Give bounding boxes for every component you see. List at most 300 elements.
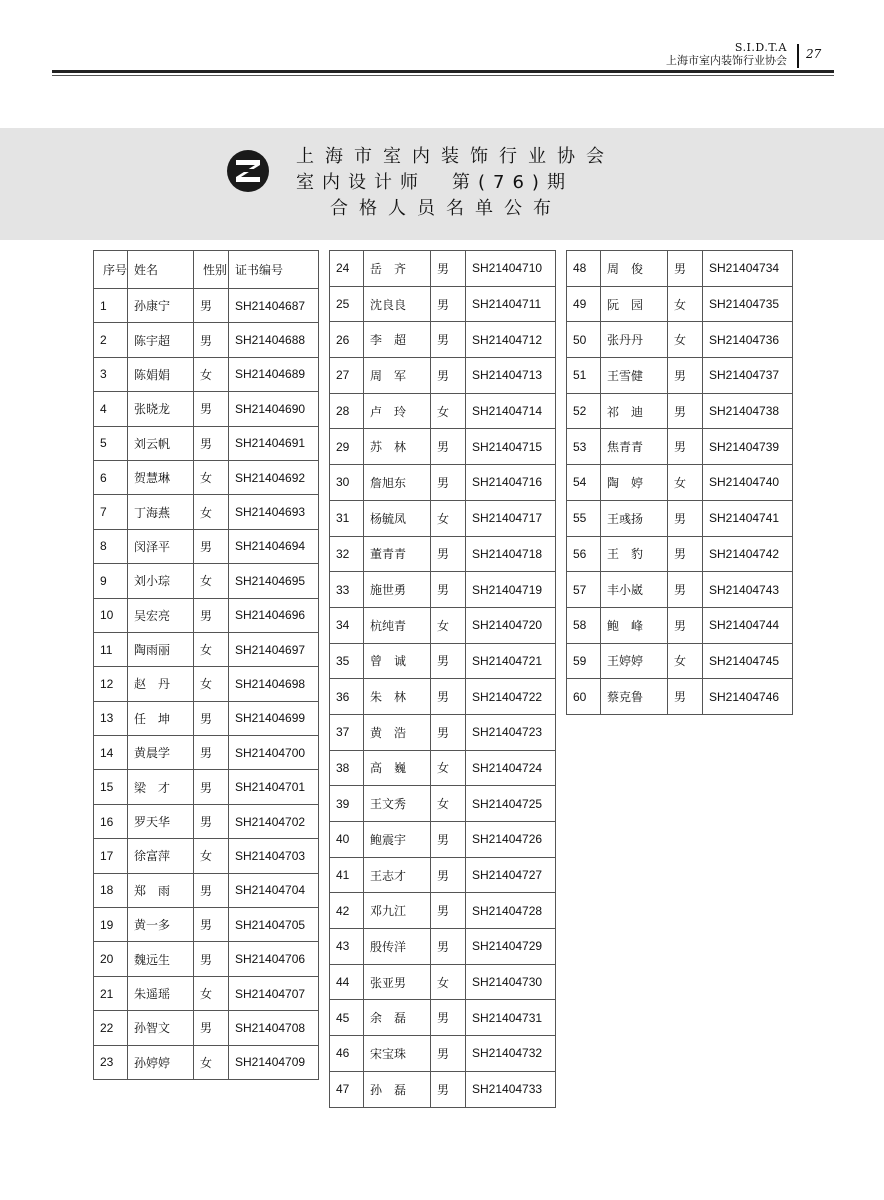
table-row xyxy=(567,358,793,394)
cell-gender: 男 xyxy=(431,679,466,715)
cell-no: 54 xyxy=(567,465,601,501)
cell-name: 吴宏亮 xyxy=(128,598,194,632)
cell-code: SH21404738 xyxy=(703,393,793,429)
cell-code: SH21404692 xyxy=(229,460,319,494)
title-banner xyxy=(0,128,884,240)
cell-name: 朱 林 xyxy=(364,679,431,715)
cell-name: 宋宝珠 xyxy=(364,1036,431,1072)
table-row xyxy=(567,679,793,715)
cell-gender: 男 xyxy=(431,643,466,679)
cell-code: SH21404712 xyxy=(466,322,556,358)
roster-table-3 xyxy=(566,250,793,715)
table-row xyxy=(330,572,556,608)
cell-name: 邓九江 xyxy=(364,893,431,929)
cell-name: 周 军 xyxy=(364,358,431,394)
cell-gender: 男 xyxy=(194,529,229,563)
cell-code: SH21404707 xyxy=(229,976,319,1010)
cell-name: 梁 才 xyxy=(128,770,194,804)
table-row xyxy=(330,964,556,1000)
cell-gender: 男 xyxy=(431,465,466,501)
cell-code: SH21404714 xyxy=(466,393,556,429)
cell-no: 17 xyxy=(94,839,128,873)
cell-code: SH21404744 xyxy=(703,607,793,643)
table-row xyxy=(94,289,319,323)
cell-gender: 男 xyxy=(668,500,703,536)
cell-gender: 女 xyxy=(194,564,229,598)
cell-name: 王彧扬 xyxy=(601,500,668,536)
cell-gender: 女 xyxy=(194,460,229,494)
cell-name: 王志才 xyxy=(364,857,431,893)
cell-code: SH21404697 xyxy=(229,632,319,666)
table-row xyxy=(330,322,556,358)
cell-no: 44 xyxy=(330,964,364,1000)
table-row xyxy=(330,465,556,501)
cell-code: SH21404746 xyxy=(703,679,793,715)
table-row xyxy=(567,643,793,679)
cell-gender: 男 xyxy=(194,392,229,426)
cell-code: SH21404726 xyxy=(466,822,556,858)
header-no: 序号 xyxy=(94,251,128,289)
cell-code: SH21404732 xyxy=(466,1036,556,1072)
cell-no: 19 xyxy=(94,908,128,942)
cell-no: 14 xyxy=(94,736,128,770)
cell-gender: 男 xyxy=(668,429,703,465)
cell-name: 殷传洋 xyxy=(364,929,431,965)
cell-no: 30 xyxy=(330,465,364,501)
header-code: 证书编号 xyxy=(229,251,319,289)
cell-name: 王文秀 xyxy=(364,786,431,822)
cell-no: 1 xyxy=(94,289,128,323)
cell-name: 陶雨丽 xyxy=(128,632,194,666)
table-row xyxy=(330,750,556,786)
table-row xyxy=(94,804,319,838)
cell-code: SH21404728 xyxy=(466,893,556,929)
cell-gender: 男 xyxy=(431,1000,466,1036)
cell-no: 27 xyxy=(330,358,364,394)
table-row xyxy=(567,465,793,501)
table-row xyxy=(94,323,319,357)
cell-gender: 女 xyxy=(431,750,466,786)
cell-name: 孙 磊 xyxy=(364,1071,431,1107)
cell-no: 41 xyxy=(330,857,364,893)
cell-gender: 男 xyxy=(431,322,466,358)
table-row xyxy=(94,701,319,735)
cell-no: 36 xyxy=(330,679,364,715)
cell-name: 余 磊 xyxy=(364,1000,431,1036)
cell-no: 38 xyxy=(330,750,364,786)
table-row xyxy=(567,393,793,429)
cell-gender: 女 xyxy=(194,357,229,391)
cell-gender: 女 xyxy=(668,286,703,322)
cell-gender: 男 xyxy=(194,701,229,735)
cell-no: 10 xyxy=(94,598,128,632)
cell-name: 刘小琮 xyxy=(128,564,194,598)
cell-code: SH21404736 xyxy=(703,322,793,358)
cell-code: SH21404722 xyxy=(466,679,556,715)
cell-no: 33 xyxy=(330,572,364,608)
cell-gender: 男 xyxy=(431,536,466,572)
cell-name: 施世勇 xyxy=(364,572,431,608)
cell-code: SH21404694 xyxy=(229,529,319,563)
table-row xyxy=(94,357,319,391)
cell-gender: 男 xyxy=(431,286,466,322)
cell-name: 闵泽平 xyxy=(128,529,194,563)
cell-code: SH21404704 xyxy=(229,873,319,907)
cell-name: 孙智文 xyxy=(128,1011,194,1045)
cell-gender: 男 xyxy=(431,358,466,394)
table-row xyxy=(567,251,793,287)
cell-name: 陶 婷 xyxy=(601,465,668,501)
table-row xyxy=(94,908,319,942)
cell-no: 34 xyxy=(330,607,364,643)
roster-table-2 xyxy=(329,250,556,1108)
cell-code: SH21404699 xyxy=(229,701,319,735)
cell-code: SH21404742 xyxy=(703,536,793,572)
cell-no: 4 xyxy=(94,392,128,426)
banner-title xyxy=(296,144,626,222)
cell-no: 15 xyxy=(94,770,128,804)
cell-code: SH21404693 xyxy=(229,495,319,529)
table-row xyxy=(94,839,319,873)
cell-gender: 男 xyxy=(668,679,703,715)
table-row xyxy=(330,500,556,536)
cell-code: SH21404711 xyxy=(466,286,556,322)
header-gender: 性别 xyxy=(194,251,229,289)
cell-gender: 男 xyxy=(431,893,466,929)
table-row xyxy=(330,786,556,822)
title-line-3: 合格人员名单公布 xyxy=(330,198,562,219)
cell-gender: 男 xyxy=(431,714,466,750)
table-row xyxy=(567,322,793,358)
table-row xyxy=(567,572,793,608)
table-row xyxy=(94,392,319,426)
table-row xyxy=(330,714,556,750)
brand-english: S.I.D.T.A xyxy=(734,41,787,54)
cell-name: 陈宇超 xyxy=(128,323,194,357)
cell-name: 孙婷婷 xyxy=(128,1045,194,1079)
cell-gender: 男 xyxy=(194,908,229,942)
cell-gender: 男 xyxy=(194,598,229,632)
title-line-2: 室内设计师 第(76)期 xyxy=(296,172,573,193)
cell-name: 黄晨学 xyxy=(128,736,194,770)
cell-gender: 女 xyxy=(668,643,703,679)
table-row xyxy=(94,460,319,494)
cell-name: 张丹丹 xyxy=(601,322,668,358)
cell-gender: 女 xyxy=(194,976,229,1010)
association-logo-icon xyxy=(226,149,270,193)
cell-gender: 女 xyxy=(194,632,229,666)
cell-name: 沈良良 xyxy=(364,286,431,322)
cell-gender: 男 xyxy=(431,572,466,608)
header-separator xyxy=(797,44,799,68)
cell-name: 张晓龙 xyxy=(128,392,194,426)
cell-no: 57 xyxy=(567,572,601,608)
table-row xyxy=(330,857,556,893)
cell-gender: 女 xyxy=(431,393,466,429)
cell-no: 28 xyxy=(330,393,364,429)
cell-no: 60 xyxy=(567,679,601,715)
cell-gender: 男 xyxy=(431,251,466,287)
cell-name: 杭纯青 xyxy=(364,607,431,643)
cell-gender: 男 xyxy=(668,536,703,572)
table-row xyxy=(94,770,319,804)
cell-gender: 男 xyxy=(668,358,703,394)
cell-name: 刘云帆 xyxy=(128,426,194,460)
cell-no: 39 xyxy=(330,786,364,822)
table-row xyxy=(94,564,319,598)
table-row xyxy=(94,529,319,563)
cell-no: 56 xyxy=(567,536,601,572)
table-row xyxy=(330,822,556,858)
cell-name: 贺慧琳 xyxy=(128,460,194,494)
cell-name: 王 豹 xyxy=(601,536,668,572)
cell-no: 18 xyxy=(94,873,128,907)
cell-code: SH21404691 xyxy=(229,426,319,460)
table-row xyxy=(567,429,793,465)
cell-code: SH21404730 xyxy=(466,964,556,1000)
cell-no: 13 xyxy=(94,701,128,735)
cell-code: SH21404710 xyxy=(466,251,556,287)
cell-code: SH21404725 xyxy=(466,786,556,822)
cell-code: SH21404729 xyxy=(466,929,556,965)
cell-gender: 男 xyxy=(431,429,466,465)
cell-gender: 女 xyxy=(194,839,229,873)
table-row xyxy=(330,607,556,643)
cell-code: SH21404705 xyxy=(229,908,319,942)
table-row xyxy=(94,667,319,701)
cell-name: 蔡克鲁 xyxy=(601,679,668,715)
cell-code: SH21404695 xyxy=(229,564,319,598)
table-row xyxy=(567,536,793,572)
cell-no: 2 xyxy=(94,323,128,357)
cell-no: 3 xyxy=(94,357,128,391)
table-row xyxy=(94,632,319,666)
cell-name: 董青青 xyxy=(364,536,431,572)
cell-gender: 男 xyxy=(668,607,703,643)
cell-gender: 男 xyxy=(431,929,466,965)
cell-code: SH21404743 xyxy=(703,572,793,608)
cell-code: SH21404703 xyxy=(229,839,319,873)
cell-code: SH21404745 xyxy=(703,643,793,679)
cell-no: 5 xyxy=(94,426,128,460)
cell-code: SH21404717 xyxy=(466,500,556,536)
cell-name: 陈娟娟 xyxy=(128,357,194,391)
cell-name: 魏远生 xyxy=(128,942,194,976)
cell-code: SH21404708 xyxy=(229,1011,319,1045)
cell-code: SH21404719 xyxy=(466,572,556,608)
cell-no: 32 xyxy=(330,536,364,572)
header-rule-thin xyxy=(52,75,834,76)
cell-gender: 女 xyxy=(668,465,703,501)
cell-no: 48 xyxy=(567,251,601,287)
table-row xyxy=(94,976,319,1010)
cell-code: SH21404696 xyxy=(229,598,319,632)
cell-name: 周 俊 xyxy=(601,251,668,287)
cell-code: SH21404731 xyxy=(466,1000,556,1036)
cell-gender: 男 xyxy=(668,251,703,287)
cell-code: SH21404741 xyxy=(703,500,793,536)
cell-no: 21 xyxy=(94,976,128,1010)
cell-name: 丰小崴 xyxy=(601,572,668,608)
cell-name: 郑 雨 xyxy=(128,873,194,907)
table-row xyxy=(330,536,556,572)
cell-name: 祁 迪 xyxy=(601,393,668,429)
cell-name: 罗天华 xyxy=(128,804,194,838)
cell-name: 赵 丹 xyxy=(128,667,194,701)
table-row xyxy=(94,736,319,770)
cell-code: SH21404733 xyxy=(466,1071,556,1107)
cell-gender: 女 xyxy=(431,964,466,1000)
cell-code: SH21404689 xyxy=(229,357,319,391)
cell-code: SH21404723 xyxy=(466,714,556,750)
cell-gender: 女 xyxy=(194,667,229,701)
cell-no: 8 xyxy=(94,529,128,563)
cell-name: 李 超 xyxy=(364,322,431,358)
cell-code: SH21404724 xyxy=(466,750,556,786)
cell-gender: 男 xyxy=(431,857,466,893)
cell-gender: 男 xyxy=(194,426,229,460)
cell-no: 7 xyxy=(94,495,128,529)
cell-code: SH21404701 xyxy=(229,770,319,804)
cell-no: 11 xyxy=(94,632,128,666)
table-row xyxy=(330,1000,556,1036)
cell-code: SH21404702 xyxy=(229,804,319,838)
table-row xyxy=(330,1036,556,1072)
cell-no: 49 xyxy=(567,286,601,322)
table-row xyxy=(330,393,556,429)
cell-name: 张亚男 xyxy=(364,964,431,1000)
header-name: 姓名 xyxy=(128,251,194,289)
cell-name: 王雪健 xyxy=(601,358,668,394)
cell-name: 王婷婷 xyxy=(601,643,668,679)
cell-gender: 男 xyxy=(194,323,229,357)
cell-gender: 女 xyxy=(194,495,229,529)
table-row xyxy=(94,1011,319,1045)
cell-name: 徐富萍 xyxy=(128,839,194,873)
cell-code: SH21404687 xyxy=(229,289,319,323)
cell-no: 16 xyxy=(94,804,128,838)
cell-no: 46 xyxy=(330,1036,364,1072)
cell-code: SH21404720 xyxy=(466,607,556,643)
table-row xyxy=(330,643,556,679)
brand-chinese: 上海市室内装饰行业协会 xyxy=(666,54,787,67)
table-row xyxy=(94,598,319,632)
cell-gender: 女 xyxy=(431,786,466,822)
table-row xyxy=(567,607,793,643)
cell-gender: 男 xyxy=(668,393,703,429)
cell-no: 51 xyxy=(567,358,601,394)
cell-no: 47 xyxy=(330,1071,364,1107)
cell-code: SH21404700 xyxy=(229,736,319,770)
cell-no: 24 xyxy=(330,251,364,287)
cell-name: 鲍 峰 xyxy=(601,607,668,643)
cell-code: SH21404690 xyxy=(229,392,319,426)
cell-code: SH21404737 xyxy=(703,358,793,394)
cell-name: 丁海燕 xyxy=(128,495,194,529)
cell-code: SH21404706 xyxy=(229,942,319,976)
cell-name: 任 坤 xyxy=(128,701,194,735)
cell-no: 26 xyxy=(330,322,364,358)
cell-gender: 男 xyxy=(431,1071,466,1107)
cell-name: 杨毓凤 xyxy=(364,500,431,536)
cell-no: 53 xyxy=(567,429,601,465)
table-row xyxy=(330,929,556,965)
cell-code: SH21404727 xyxy=(466,857,556,893)
cell-gender: 男 xyxy=(431,1036,466,1072)
table-row xyxy=(330,286,556,322)
cell-no: 12 xyxy=(94,667,128,701)
cell-gender: 男 xyxy=(194,770,229,804)
cell-code: SH21404688 xyxy=(229,323,319,357)
cell-name: 苏 林 xyxy=(364,429,431,465)
cell-no: 29 xyxy=(330,429,364,465)
table-row xyxy=(94,873,319,907)
table-row xyxy=(567,286,793,322)
cell-no: 43 xyxy=(330,929,364,965)
roster-table-1 xyxy=(93,250,319,1080)
cell-gender: 男 xyxy=(194,873,229,907)
table-row xyxy=(94,942,319,976)
cell-name: 黄一多 xyxy=(128,908,194,942)
cell-name: 朱遥瑶 xyxy=(128,976,194,1010)
cell-code: SH21404739 xyxy=(703,429,793,465)
cell-name: 孙康宁 xyxy=(128,289,194,323)
cell-gender: 女 xyxy=(194,1045,229,1079)
cell-no: 22 xyxy=(94,1011,128,1045)
cell-gender: 男 xyxy=(194,736,229,770)
cell-gender: 男 xyxy=(194,1011,229,1045)
cell-code: SH21404698 xyxy=(229,667,319,701)
cell-no: 25 xyxy=(330,286,364,322)
cell-no: 9 xyxy=(94,564,128,598)
table-row xyxy=(330,429,556,465)
table-row xyxy=(330,893,556,929)
cell-no: 50 xyxy=(567,322,601,358)
cell-name: 焦青青 xyxy=(601,429,668,465)
cell-code: SH21404735 xyxy=(703,286,793,322)
cell-no: 20 xyxy=(94,942,128,976)
cell-gender: 男 xyxy=(194,942,229,976)
cell-code: SH21404721 xyxy=(466,643,556,679)
table-row xyxy=(94,1045,319,1079)
page-number: 27 xyxy=(806,47,822,61)
cell-code: SH21404740 xyxy=(703,465,793,501)
cell-gender: 男 xyxy=(431,822,466,858)
cell-no: 59 xyxy=(567,643,601,679)
cell-gender: 男 xyxy=(194,289,229,323)
cell-no: 37 xyxy=(330,714,364,750)
title-line-1: 上海市室内装饰行业协会 xyxy=(296,146,615,167)
cell-code: SH21404713 xyxy=(466,358,556,394)
table-row xyxy=(94,495,319,529)
cell-no: 40 xyxy=(330,822,364,858)
cell-name: 卢 玲 xyxy=(364,393,431,429)
cell-no: 55 xyxy=(567,500,601,536)
cell-code: SH21404715 xyxy=(466,429,556,465)
cell-name: 鲍震宇 xyxy=(364,822,431,858)
cell-code: SH21404718 xyxy=(466,536,556,572)
header-brand xyxy=(666,42,787,66)
cell-code: SH21404716 xyxy=(466,465,556,501)
table-row xyxy=(330,358,556,394)
header-rule xyxy=(52,70,834,73)
cell-gender: 男 xyxy=(194,804,229,838)
cell-no: 35 xyxy=(330,643,364,679)
cell-no: 23 xyxy=(94,1045,128,1079)
cell-name: 阮 园 xyxy=(601,286,668,322)
cell-gender: 女 xyxy=(668,322,703,358)
cell-gender: 男 xyxy=(668,572,703,608)
